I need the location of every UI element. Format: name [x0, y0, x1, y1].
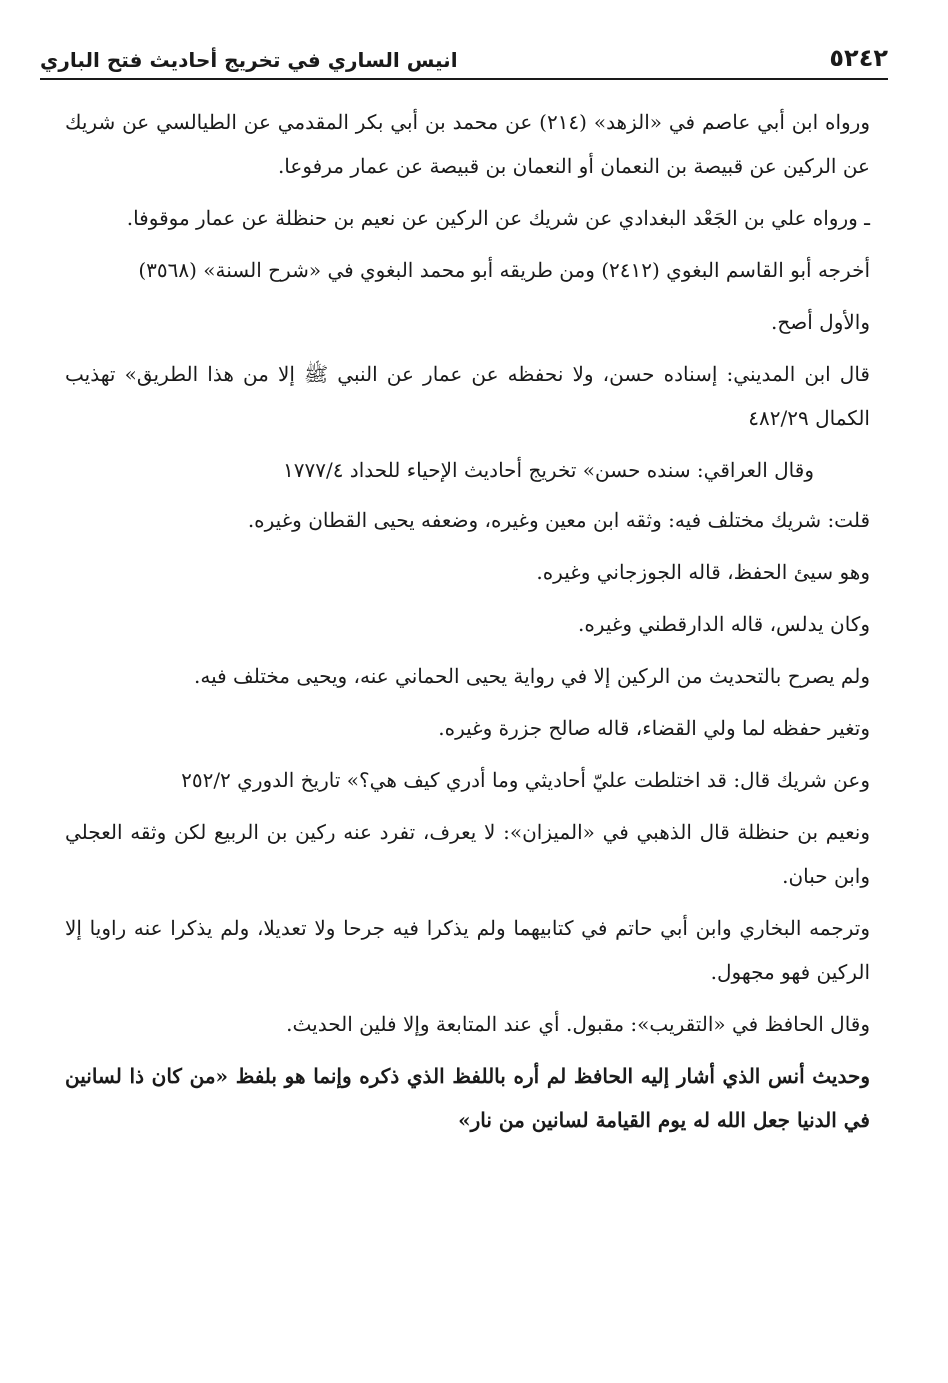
paragraph: والأول أصح.: [771, 310, 870, 334]
book-title: انيس الساري في تخريج أحاديث فتح الباري: [40, 48, 458, 72]
page-number: ٥٢٤٢: [829, 44, 888, 72]
paragraph: وترجمه البخاري وابن أبي حاتم في كتابيهما ولم يذكرا فيه جرحا ولا تعديلا، ولم يذكرا عنه راويا إلا الركين فهو مجهول.: [65, 916, 870, 984]
paragraph: وهو سيئ الحفظ، قاله الجوزجاني وغيره.: [536, 560, 870, 584]
paragraph: ونعيم بن حنظلة قال الذهبي في «الميزان»: لا يعرف، تفرد عنه ركين بن الربيع لكن وثقه العجلي وابن حبان.: [65, 820, 870, 888]
body-text: [65, 100, 870, 1150]
paragraph: وكان يدلس، قاله الدارقطني وغيره.: [577, 612, 870, 636]
paragraph: قلت: شريك مختلف فيه: وثقه ابن معين وغيره، وضعفه يحيى القطان وغيره.: [247, 508, 870, 532]
paragraph: وقال العراقي: سنده حسن» تخريج أحاديث الإحياء للحداد ١٧٧٧/٤: [282, 458, 814, 482]
paragraph: أخرجه أبو القاسم البغوي (٢٤١٢) ومن طريقه أبو محمد البغوي في «شرح السنة» (٣٥٦٨): [138, 258, 870, 282]
paragraph: ولم يصرح بالتحديث من الركين إلا في رواية يحيى الحماني عنه، ويحيى مختلف فيه.: [193, 664, 870, 688]
paragraph: وقال الحافظ في «التقريب»: مقبول. أي عند المتابعة وإلا فلين الحديث.: [286, 1012, 870, 1036]
paragraph: ـ ورواه علي بن الجَعْد البغدادي عن شريك عن الركين عن نعيم بن حنظلة عن عمار موقوفا.: [126, 206, 870, 230]
last-paragraph: [65, 1054, 870, 1142]
paragraph: قال ابن المديني: إسناده حسن، ولا نحفظه عن عمار عن النبي ﷺ إلا من هذا الطريق» تهذيب الكمال ٤٨٢/٢٩: [65, 362, 870, 430]
last-paragraph-intro: وحديث: [804, 1064, 871, 1088]
page-header: [40, 40, 888, 80]
paragraph: وعن شريك قال: قد اختلطت عليّ أحاديثي وما أدري كيف هي؟» تاريخ الدوري ٢٥٢/٢: [181, 768, 870, 792]
hadith-quote: «من كان ذا لسانين في الدنيا جعل الله له يوم القيامة لسانين من نار»: [65, 1064, 870, 1132]
companion-name: أنس: [768, 1064, 805, 1088]
paragraph: ورواه ابن أبي عاصم في «الزهد» (٢١٤) عن محمد بن أبي بكر المقدمي عن الطيالسي عن شريك عن الركين عن قبيصة بن النعمان أو النعمان بن قبيصة عن عمار مرفوعا.: [65, 110, 870, 178]
paragraph: وتغير حفظه لما ولي القضاء، قاله صالح جزرة وغيره.: [438, 716, 870, 740]
last-paragraph-text: الذي أشار إليه الحافظ لم أره باللفظ الذي ذكره وإنما هو بلفظ: [228, 1064, 768, 1088]
